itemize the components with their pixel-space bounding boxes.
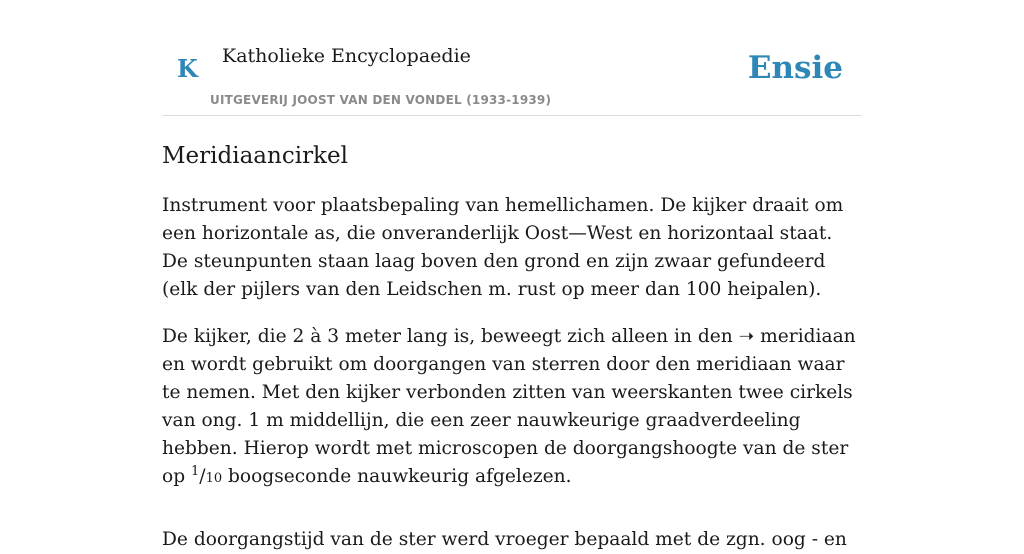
paragraph-1: Instrument voor plaatsbepaling van hemellichamen. De kijker draait om een horizontale as, die onveranderlijk Oost—West en horizontaal staat. De steunpunten staan laag boven den grond en zijn zwaar gefundeerd (elk der pijlers van den Leidschen m. rust op meer dan 100 heipalen). — [162, 195, 844, 300]
meridiaan-link[interactable]: meridiaan — [754, 326, 856, 347]
site-header — [162, 0, 862, 116]
paragraph-2-text-middle: en wordt gebruikt om doorgangen van sterren door den meridiaan waar te nemen. Met den kijker verbonden zitten van weerskanten twee cirkels van ong. 1 m middellijn, die een zeer nauwkeurige graadverdeeling hebben. Hierop wordt met microscopen de doorgangshoogte van de ster op — [162, 354, 853, 487]
fraction-denominator: 10 — [205, 471, 223, 486]
site-title-link[interactable]: Katholieke Encyclopaedie — [222, 45, 471, 67]
article-body — [162, 192, 862, 554]
article-title: Meridiaancirkel — [162, 143, 348, 169]
paragraph-2-text-start: De kijker, die 2 à 3 meter lang is, beweegt zich alleen in den — [162, 326, 739, 347]
paragraph-3: De doorgangstijd van de ster werd vroeger bepaald met de zgn. oog - en — [162, 529, 847, 550]
page — [162, 0, 862, 554]
publisher-subtitle: UITGEVERIJ JOOST VAN DEN VONDEL (1933-1939) — [210, 93, 552, 107]
paragraph-2 — [162, 323, 862, 491]
fraction-numerator: 1 — [191, 464, 200, 479]
logo-icon[interactable]: K — [177, 54, 198, 83]
brand-logo-link[interactable]: Ensie — [747, 50, 843, 86]
reference-arrow-icon: ➝ — [738, 326, 755, 347]
paragraph-2-text-end: boogseconde nauwkeurig afgelezen. — [222, 466, 572, 487]
fraction-slash: / — [199, 466, 206, 487]
